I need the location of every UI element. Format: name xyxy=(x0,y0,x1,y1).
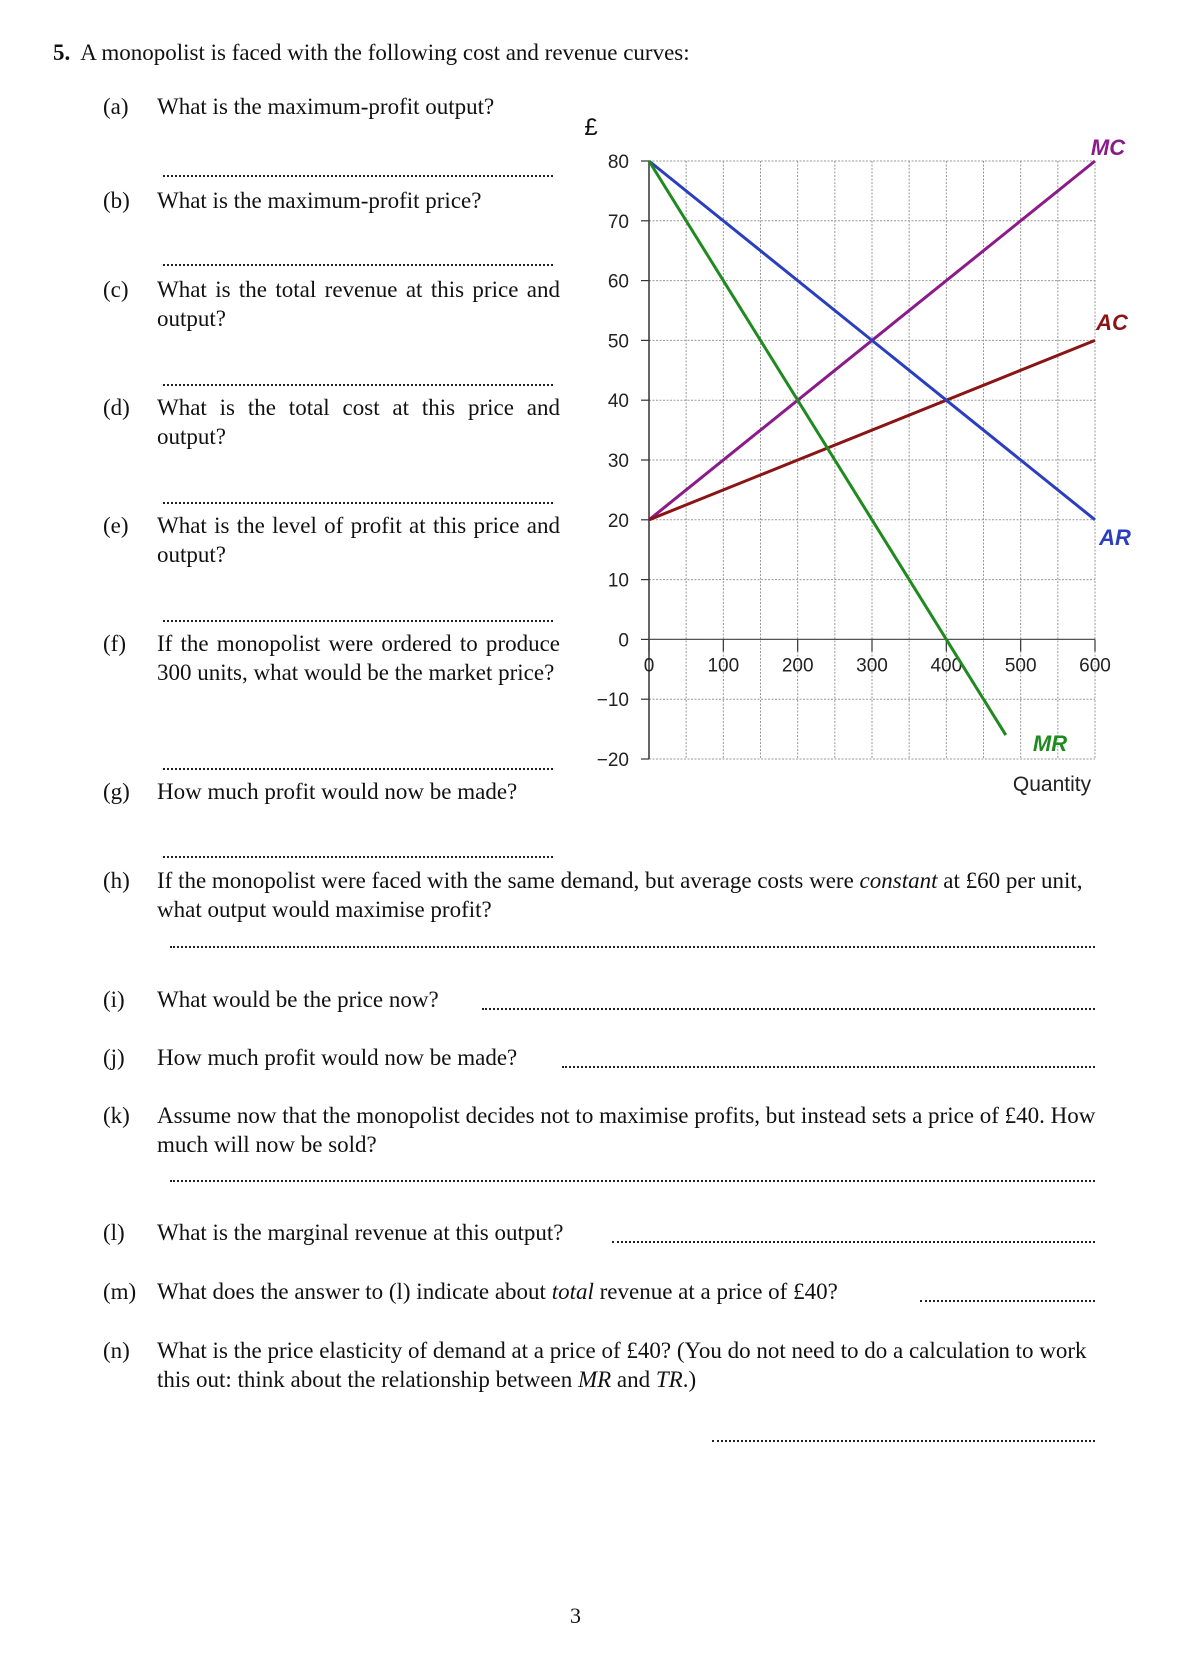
part-l-text: What is the marginal revenue at this output? xyxy=(157,1220,564,1245)
part-h-text: If the monopolist were faced with the same demand, but average costs were constant at £60 per unit, what output would maximise profit? xyxy=(157,868,1083,922)
x-tick-label: 300 xyxy=(856,655,888,677)
part-b-text: What is the maximum-profit price? xyxy=(157,188,482,213)
part-m-text: What does the answer to (l) indicate about total revenue at a price of £40? xyxy=(157,1279,838,1304)
question-number: 5. xyxy=(53,40,71,65)
y-tick-label: 30 xyxy=(607,451,629,472)
answer-line-k[interactable] xyxy=(170,1180,1095,1182)
part-f-label: (f) xyxy=(103,631,126,656)
y-tick-label: −20 xyxy=(596,750,629,771)
y-tick-label: 0 xyxy=(618,630,629,652)
part-l-label: (l) xyxy=(103,1220,125,1245)
page-number: 3 xyxy=(570,1603,581,1628)
answer-line-h[interactable] xyxy=(170,946,1095,948)
y-tick-label: 70 xyxy=(607,211,629,233)
answer-line-m[interactable] xyxy=(920,1300,1095,1302)
answer-line-g[interactable] xyxy=(163,856,553,858)
y-tick-label: 80 xyxy=(607,152,629,173)
chart-axes xyxy=(597,152,1111,771)
part-a-text: What is the maximum-profit output? xyxy=(157,94,495,119)
answer-line-n[interactable] xyxy=(712,1440,1095,1442)
part-f-text: If the monopolist were ordered to produce 300 units, what would be the market price? xyxy=(157,631,560,685)
part-c-text: What is the total revenue at this price and output? xyxy=(157,277,560,331)
part-c-label: (c) xyxy=(103,277,129,302)
part-k-text: Assume now that the monopolist decides not to maximise profits, but instead sets a price of £40. How much will now be sold? xyxy=(157,1103,1096,1157)
x-tick-label: 600 xyxy=(1079,655,1111,677)
y-tick-label: 20 xyxy=(607,510,629,532)
part-b-label: (b) xyxy=(103,188,130,213)
part-e-text: What is the level of profit at this price and output? xyxy=(157,513,560,567)
series-label-mc: MC xyxy=(1090,135,1126,160)
y-tick-label: 50 xyxy=(607,331,629,353)
part-d-label: (d) xyxy=(103,395,130,420)
answer-line-j[interactable] xyxy=(562,1066,1095,1068)
series-label-ac: AC xyxy=(1096,310,1128,335)
part-j-label: (j) xyxy=(103,1045,125,1070)
part-a-label: (a) xyxy=(103,94,129,119)
cost-revenue-chart xyxy=(0,0,1178,820)
part-i-label: (i) xyxy=(103,987,125,1012)
chart-labels xyxy=(584,114,1131,796)
part-i-text: What would be the price now? xyxy=(157,987,439,1012)
x-axis-label: Quantity xyxy=(1012,773,1092,796)
answer-line-l[interactable] xyxy=(612,1241,1095,1243)
series-label-mr: MR xyxy=(1032,731,1068,756)
y-tick-label: 40 xyxy=(607,391,629,413)
part-g-text: How much profit would now be made? xyxy=(157,779,518,804)
x-tick-label: 0 xyxy=(643,655,655,677)
answer-line-i[interactable] xyxy=(482,1008,1095,1010)
part-j-text: How much profit would now be made? xyxy=(157,1045,518,1070)
part-n-text: What is the price elasticity of demand at a price of £40? (You do not need to do a calculation to work this out: think about the relationship between MR and TR.) xyxy=(157,1338,1087,1392)
part-m-label: (m) xyxy=(103,1279,137,1304)
part-d-text: What is the total cost at this price and output? xyxy=(157,395,560,449)
part-e-label: (e) xyxy=(103,513,129,538)
x-tick-label: 100 xyxy=(707,655,740,677)
x-tick-label: 500 xyxy=(1004,655,1037,677)
x-tick-label: 200 xyxy=(781,655,814,677)
part-n-label: (n) xyxy=(103,1338,130,1363)
part-h-label: (h) xyxy=(103,868,130,893)
series-line-ac xyxy=(649,340,1095,519)
part-k-label: (k) xyxy=(103,1103,130,1128)
y-tick-label: 60 xyxy=(607,271,629,293)
series-label-ar: AR xyxy=(1099,525,1131,550)
question-intro: A monopolist is faced with the following cost and revenue curves: xyxy=(80,40,690,65)
part-g-label: (g) xyxy=(103,779,130,804)
series-line-mr xyxy=(649,161,1006,735)
y-tick-label: 10 xyxy=(607,570,629,592)
x-tick-label: 400 xyxy=(930,655,963,677)
y-axis-label: £ xyxy=(584,114,598,141)
y-tick-label: −10 xyxy=(596,690,629,712)
